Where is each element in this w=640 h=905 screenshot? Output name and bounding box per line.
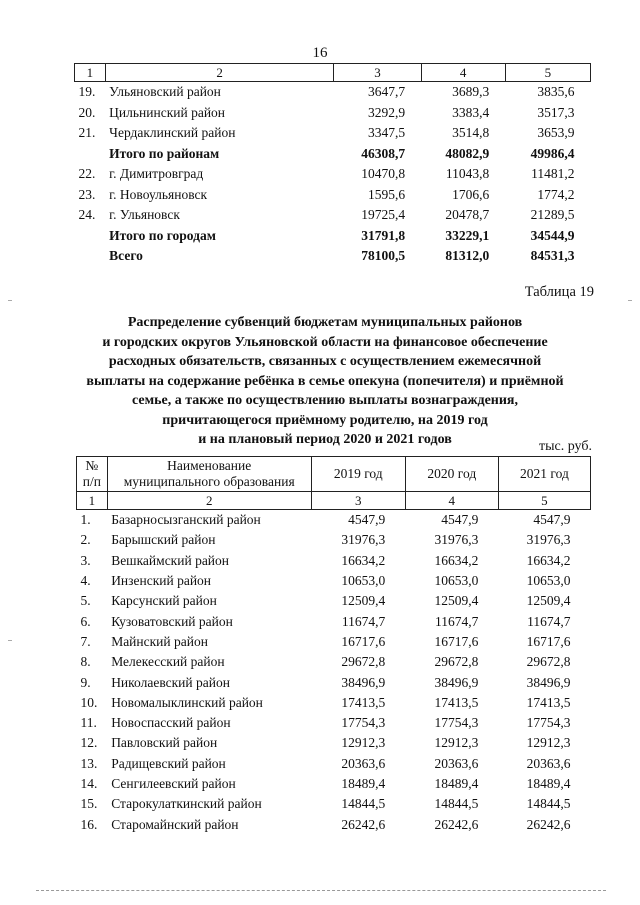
table-header-row — [77, 457, 591, 492]
value-2021: 49986,4 — [530, 145, 575, 161]
header-2020: 2020 год — [405, 457, 498, 492]
row-number — [75, 246, 106, 267]
table-row — [75, 123, 591, 144]
header-2021: 2021 год — [498, 457, 590, 492]
col-number-1: 1 — [77, 492, 108, 510]
value-2021: 26242,6 — [526, 816, 571, 832]
row-name: Цильнинский район — [109, 104, 226, 120]
table-row — [77, 774, 591, 794]
table-row — [75, 185, 591, 206]
table-row — [77, 754, 591, 774]
value-2020: 4547,9 — [441, 512, 479, 528]
value-2019: 17754,3 — [341, 715, 386, 731]
table-row — [75, 103, 591, 124]
title-line: семье, а также по осуществлению выплаты вознаграждения, — [131, 393, 519, 408]
row-name: Итого по городам — [109, 227, 216, 243]
col-number-5: 5 — [505, 64, 590, 82]
row-number: 11. — [80, 715, 97, 731]
col-number-1: 1 — [75, 64, 106, 82]
value-2021: 29672,8 — [526, 654, 571, 670]
value-2020: 1706,6 — [452, 186, 490, 202]
col-number-4: 4 — [405, 492, 498, 510]
value-2019: 46308,7 — [361, 145, 406, 161]
value-2021: 84531,3 — [530, 248, 575, 264]
header-num-line1: № — [85, 458, 99, 473]
row-number: 14. — [80, 776, 98, 791]
table-row — [75, 82, 591, 103]
value-2019: 14844,5 — [341, 796, 386, 812]
row-number: 10. — [80, 694, 98, 710]
row-number: 5. — [80, 593, 91, 609]
row-number: 19. — [78, 84, 96, 100]
header-2019: 2019 год — [311, 457, 405, 492]
row-name: г. Димитровград — [109, 166, 204, 182]
value-2021: 3653,9 — [537, 125, 575, 141]
row-number: 3. — [80, 552, 91, 568]
title-line: причитающегося приёмному родителю, на 2019 год — [162, 412, 488, 428]
row-number: 6. — [80, 613, 91, 629]
table-row — [77, 652, 591, 672]
value-2021: 20363,6 — [526, 755, 571, 771]
scan-mark — [8, 640, 12, 641]
row-number: 9. — [80, 674, 91, 690]
header-name-line1: Наименование — [167, 458, 252, 473]
row-number: 23. — [78, 186, 96, 202]
value-2021: 14844,5 — [526, 796, 571, 812]
row-name: Барышский район — [111, 532, 216, 548]
value-2020: 38496,9 — [434, 674, 479, 690]
col-number-3: 3 — [311, 492, 405, 510]
row-name: Николаевский район — [111, 674, 230, 690]
row-name: Новоспасский район — [111, 715, 231, 731]
column-numbers-row — [75, 64, 591, 82]
table-row — [77, 794, 591, 814]
value-2020: 18489,4 — [434, 776, 479, 791]
row-name: Старомайнский район — [111, 816, 239, 832]
table-row — [77, 611, 591, 631]
row-number: 7. — [80, 633, 91, 649]
value-2019: 18489,4 — [341, 776, 386, 791]
value-2021: 12912,3 — [526, 735, 571, 751]
value-2019: 3347,5 — [367, 125, 406, 141]
row-number: 20. — [78, 104, 96, 120]
value-2019: 38496,9 — [341, 674, 386, 690]
row-name: Базарносызганский район — [111, 512, 261, 528]
row-number: 15. — [80, 796, 98, 812]
table-row — [77, 510, 591, 531]
table-row — [77, 530, 591, 550]
total-row — [75, 144, 591, 165]
units-label: тыс. руб. — [539, 439, 592, 454]
value-2020: 26242,6 — [434, 816, 479, 832]
title-line: Распределение субвенций бюджетам муниципальных районов — [127, 315, 523, 330]
value-2021: 38496,9 — [526, 674, 571, 690]
table-row — [77, 551, 591, 571]
row-number: 1. — [80, 512, 91, 528]
row-name: Итого по районам — [109, 145, 220, 161]
row-number: 21. — [78, 125, 96, 141]
table-continuation — [74, 63, 591, 267]
total-row — [75, 246, 591, 267]
header-name — [107, 457, 311, 492]
table-row — [75, 164, 591, 185]
value-2021: 10653,0 — [526, 573, 571, 589]
header-name-line2: муниципального образования — [123, 474, 295, 489]
row-name: Ульяновский район — [109, 84, 221, 100]
value-2019: 11674,7 — [341, 613, 386, 629]
value-2021: 21289,5 — [530, 207, 575, 223]
row-name: Кузоватовский район — [111, 613, 233, 629]
header-num — [77, 457, 108, 492]
table-row — [77, 672, 591, 692]
value-2020: 81312,0 — [445, 248, 490, 264]
value-2019: 26242,6 — [341, 816, 386, 832]
table-row — [77, 733, 591, 753]
value-2020: 17754,3 — [434, 715, 479, 731]
value-2019: 31791,8 — [361, 227, 406, 243]
row-number — [75, 226, 106, 247]
value-2019: 4547,9 — [348, 512, 386, 528]
title-line: и на плановый период 2020 и 2021 годов — [198, 432, 452, 447]
table-row — [77, 814, 591, 834]
value-2020: 31976,3 — [434, 532, 479, 548]
row-name: Павловский район — [111, 735, 218, 751]
value-2021: 11481,2 — [531, 166, 575, 182]
col-number-3: 3 — [334, 64, 421, 82]
value-2020: 12912,3 — [434, 735, 479, 751]
value-2019: 31976,3 — [341, 532, 386, 548]
value-2021: 3835,6 — [537, 84, 575, 100]
value-2020: 14844,5 — [434, 796, 479, 812]
title-line: расходных обязательств, связанных с осуществлением ежемесячной — [108, 354, 542, 369]
table-row — [75, 205, 591, 226]
col-number-5: 5 — [498, 492, 590, 510]
table-row — [77, 693, 591, 713]
row-name: Вешкаймский район — [111, 552, 230, 568]
value-2020: 11043,8 — [445, 166, 490, 182]
page-number: 16 — [312, 45, 328, 61]
value-2021: 16717,6 — [526, 633, 571, 649]
col-number-2: 2 — [107, 492, 311, 510]
value-2020: 3514,8 — [452, 125, 490, 141]
value-2021: 18489,4 — [526, 776, 571, 791]
value-2020: 3383,4 — [452, 104, 490, 120]
subvention-table — [76, 456, 591, 835]
table-row — [77, 632, 591, 652]
scan-footer-line — [36, 890, 606, 891]
value-2019: 1595,6 — [367, 186, 406, 202]
value-2019: 3647,7 — [367, 84, 406, 100]
value-2021: 3517,3 — [537, 104, 575, 120]
value-2020: 33229,1 — [445, 227, 490, 243]
value-2019: 16634,2 — [341, 552, 386, 568]
value-2019: 10653,0 — [341, 573, 386, 589]
row-name: Всего — [109, 248, 143, 264]
value-2019: 12509,4 — [341, 593, 386, 609]
row-name: Чердаклинский район — [109, 125, 236, 141]
row-number: 22. — [78, 166, 96, 182]
row-number: 24. — [78, 207, 96, 223]
value-2019: 12912,3 — [341, 735, 386, 751]
row-name: Мелекесский район — [111, 654, 225, 670]
scan-mark — [8, 300, 12, 301]
row-number: 2. — [80, 532, 91, 548]
column-numbers-row — [77, 492, 591, 510]
total-row — [75, 226, 591, 247]
value-2021: 11674,7 — [527, 613, 571, 629]
value-2019: 16717,6 — [341, 633, 386, 649]
scan-mark — [628, 300, 632, 301]
value-2020: 16717,6 — [434, 633, 479, 649]
row-number: 4. — [80, 573, 91, 589]
title-line: и городских округов Ульяновской области на финансовое обеспечение — [102, 334, 548, 350]
row-number: 16. — [80, 816, 98, 832]
value-2020: 20478,7 — [445, 207, 490, 223]
table-row — [77, 571, 591, 591]
row-name: Карсунский район — [111, 593, 217, 609]
value-2019: 10470,8 — [361, 166, 406, 182]
title-line: выплаты на содержание ребёнка в семье опекуна (попечителя) и приёмной — [86, 373, 564, 389]
table-row — [77, 591, 591, 611]
header-num-line2: п/п — [82, 474, 101, 489]
row-number: 13. — [80, 755, 98, 771]
col-number-4: 4 — [421, 64, 505, 82]
row-name: Инзенский район — [111, 573, 212, 589]
value-2021: 4547,9 — [533, 512, 571, 528]
value-2019: 78100,5 — [361, 248, 406, 264]
row-name: Новомалыклинский район — [111, 694, 263, 710]
value-2019: 19725,4 — [361, 207, 406, 223]
row-number: 12. — [80, 735, 98, 751]
row-name: Радищевский район — [111, 755, 226, 771]
row-name: Сенгилеевский район — [111, 776, 236, 791]
value-2020: 10653,0 — [434, 573, 479, 589]
value-2021: 16634,2 — [526, 552, 571, 568]
value-2021: 31976,3 — [526, 532, 571, 548]
value-2020: 17413,5 — [434, 694, 479, 710]
row-number — [75, 144, 106, 165]
value-2020: 20363,6 — [434, 755, 479, 771]
row-name: Старокулаткинский район — [111, 796, 262, 812]
value-2019: 20363,6 — [341, 755, 386, 771]
row-name: г. Ульяновск — [109, 207, 180, 223]
value-2020: 16634,2 — [434, 552, 479, 568]
table-row — [77, 713, 591, 733]
value-2020: 29672,8 — [434, 654, 479, 670]
table-title — [60, 313, 590, 450]
row-number: 8. — [80, 654, 91, 670]
table-label: Таблица 19 — [524, 284, 594, 300]
value-2020: 12509,4 — [434, 593, 479, 609]
value-2021: 17754,3 — [526, 715, 571, 731]
value-2021: 34544,9 — [530, 227, 575, 243]
row-name: Майнский район — [111, 633, 208, 649]
row-name: г. Новоульяновск — [109, 186, 208, 202]
value-2019: 3292,9 — [367, 104, 406, 120]
value-2020: 3689,3 — [452, 84, 490, 100]
value-2020: 11674,7 — [434, 613, 479, 629]
col-number-2: 2 — [105, 64, 334, 82]
value-2019: 29672,8 — [341, 654, 386, 670]
value-2020: 48082,9 — [445, 145, 490, 161]
value-2019: 17413,5 — [341, 694, 386, 710]
value-2021: 1774,2 — [537, 186, 575, 202]
value-2021: 17413,5 — [526, 694, 571, 710]
value-2021: 12509,4 — [526, 593, 571, 609]
